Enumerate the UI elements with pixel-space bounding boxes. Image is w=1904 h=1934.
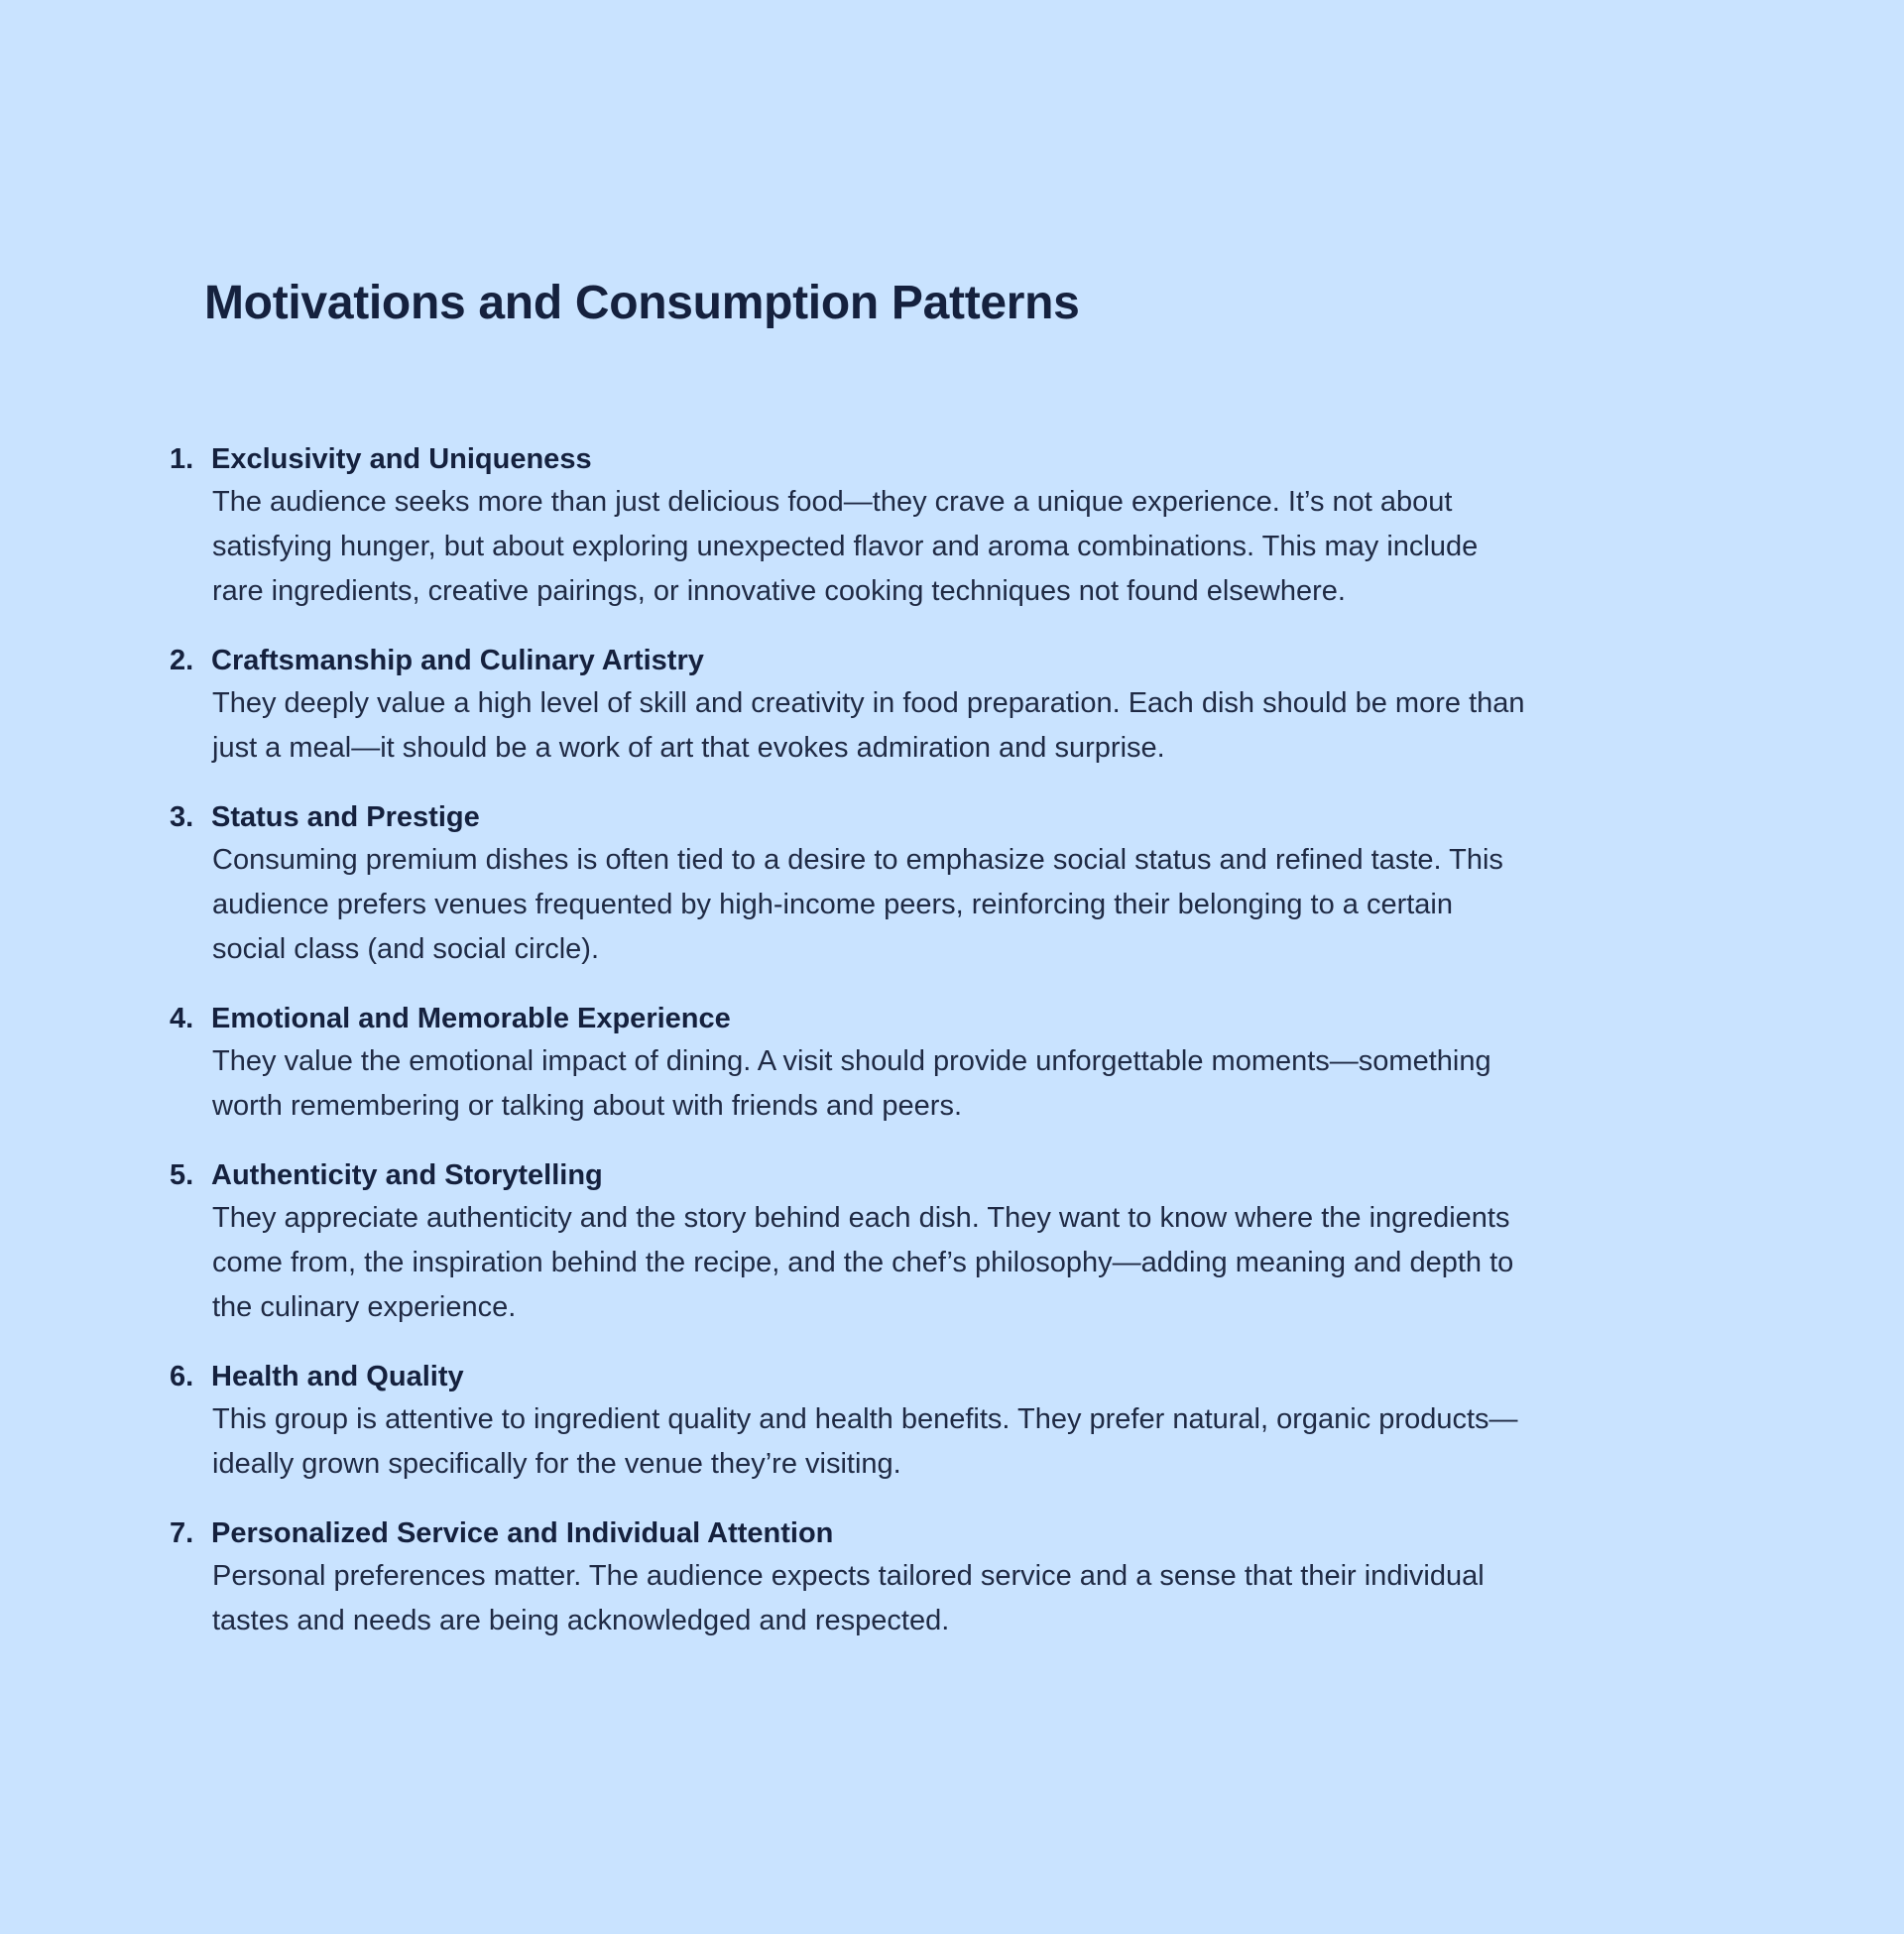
description-line: They value the emotional impact of dining. A visit should provide unforgettable moments—something bbox=[212, 1045, 1491, 1077]
item-number: 7. bbox=[170, 1517, 194, 1549]
item-description bbox=[212, 681, 1904, 771]
item-heading: Personalized Service and Individual Attention bbox=[211, 1517, 834, 1549]
item-number: 1. bbox=[170, 443, 194, 475]
description-line: satisfying hunger, but about exploring unexpected flavor and aroma combinations. This may include bbox=[212, 531, 1479, 562]
description-line: Personal preferences matter. The audience expects tailored service and a sense that their individual bbox=[212, 1560, 1485, 1592]
item-heading-row bbox=[0, 1154, 1904, 1196]
item-heading: Emotional and Memorable Experience bbox=[211, 1003, 731, 1034]
item-heading: Status and Prestige bbox=[211, 801, 480, 833]
description-line: rare ingredients, creative pairings, or innovative cooking techniques not found elsewhere. bbox=[212, 575, 1346, 607]
item-description bbox=[212, 480, 1904, 614]
item-heading-row bbox=[0, 1356, 1904, 1397]
list-item bbox=[0, 1154, 1904, 1330]
item-heading: Authenticity and Storytelling bbox=[211, 1159, 603, 1191]
list-item bbox=[0, 796, 1904, 972]
description-line: The audience seeks more than just delicious food—they crave a unique experience. It’s not about bbox=[212, 486, 1453, 518]
description-line: They deeply value a high level of skill and creativity in food preparation. Each dish should be more than bbox=[212, 687, 1525, 719]
item-heading: Health and Quality bbox=[211, 1361, 464, 1392]
description-line: social class (and social circle). bbox=[212, 933, 600, 965]
list-item bbox=[0, 998, 1904, 1129]
description-line: just a meal—it should be a work of art that evokes admiration and surprise. bbox=[212, 732, 1165, 764]
motivations-list bbox=[0, 438, 1904, 1669]
item-description bbox=[212, 1554, 1904, 1643]
item-heading-row bbox=[0, 438, 1904, 480]
item-description bbox=[212, 1397, 1904, 1487]
item-number: 5. bbox=[170, 1159, 194, 1191]
description-line: They appreciate authenticity and the story behind each dish. They want to know where the ingredients bbox=[212, 1202, 1510, 1234]
item-number: 4. bbox=[170, 1003, 194, 1034]
description-line: the culinary experience. bbox=[212, 1291, 517, 1323]
description-line: ideally grown specifically for the venue they’re visiting. bbox=[212, 1448, 901, 1480]
item-number: 3. bbox=[170, 801, 194, 833]
description-line: come from, the inspiration behind the recipe, and the chef’s philosophy—adding meaning and depth to bbox=[212, 1247, 1514, 1278]
item-number: 6. bbox=[170, 1361, 194, 1392]
item-description bbox=[212, 1039, 1904, 1129]
page-title: Motivations and Consumption Patterns bbox=[204, 277, 1080, 329]
item-heading-row bbox=[0, 796, 1904, 838]
item-description bbox=[212, 1196, 1904, 1330]
item-heading: Craftsmanship and Culinary Artistry bbox=[211, 645, 704, 676]
item-heading-row bbox=[0, 998, 1904, 1039]
description-line: worth remembering or talking about with friends and peers. bbox=[212, 1090, 962, 1122]
item-heading-row bbox=[0, 1512, 1904, 1554]
description-line: tastes and needs are being acknowledged and respected. bbox=[212, 1605, 950, 1636]
list-item bbox=[0, 1512, 1904, 1643]
list-item bbox=[0, 640, 1904, 771]
item-heading-row bbox=[0, 640, 1904, 681]
item-number: 2. bbox=[170, 645, 194, 676]
list-item bbox=[0, 438, 1904, 614]
description-line: This group is attentive to ingredient quality and health benefits. They prefer natural, organic products— bbox=[212, 1403, 1518, 1435]
description-line: audience prefers venues frequented by high-income peers, reinforcing their belonging to a certain bbox=[212, 889, 1453, 920]
item-heading: Exclusivity and Uniqueness bbox=[211, 443, 592, 475]
item-description bbox=[212, 838, 1904, 972]
description-line: Consuming premium dishes is often tied to a desire to emphasize social status and refined taste. This bbox=[212, 844, 1503, 876]
list-item bbox=[0, 1356, 1904, 1487]
